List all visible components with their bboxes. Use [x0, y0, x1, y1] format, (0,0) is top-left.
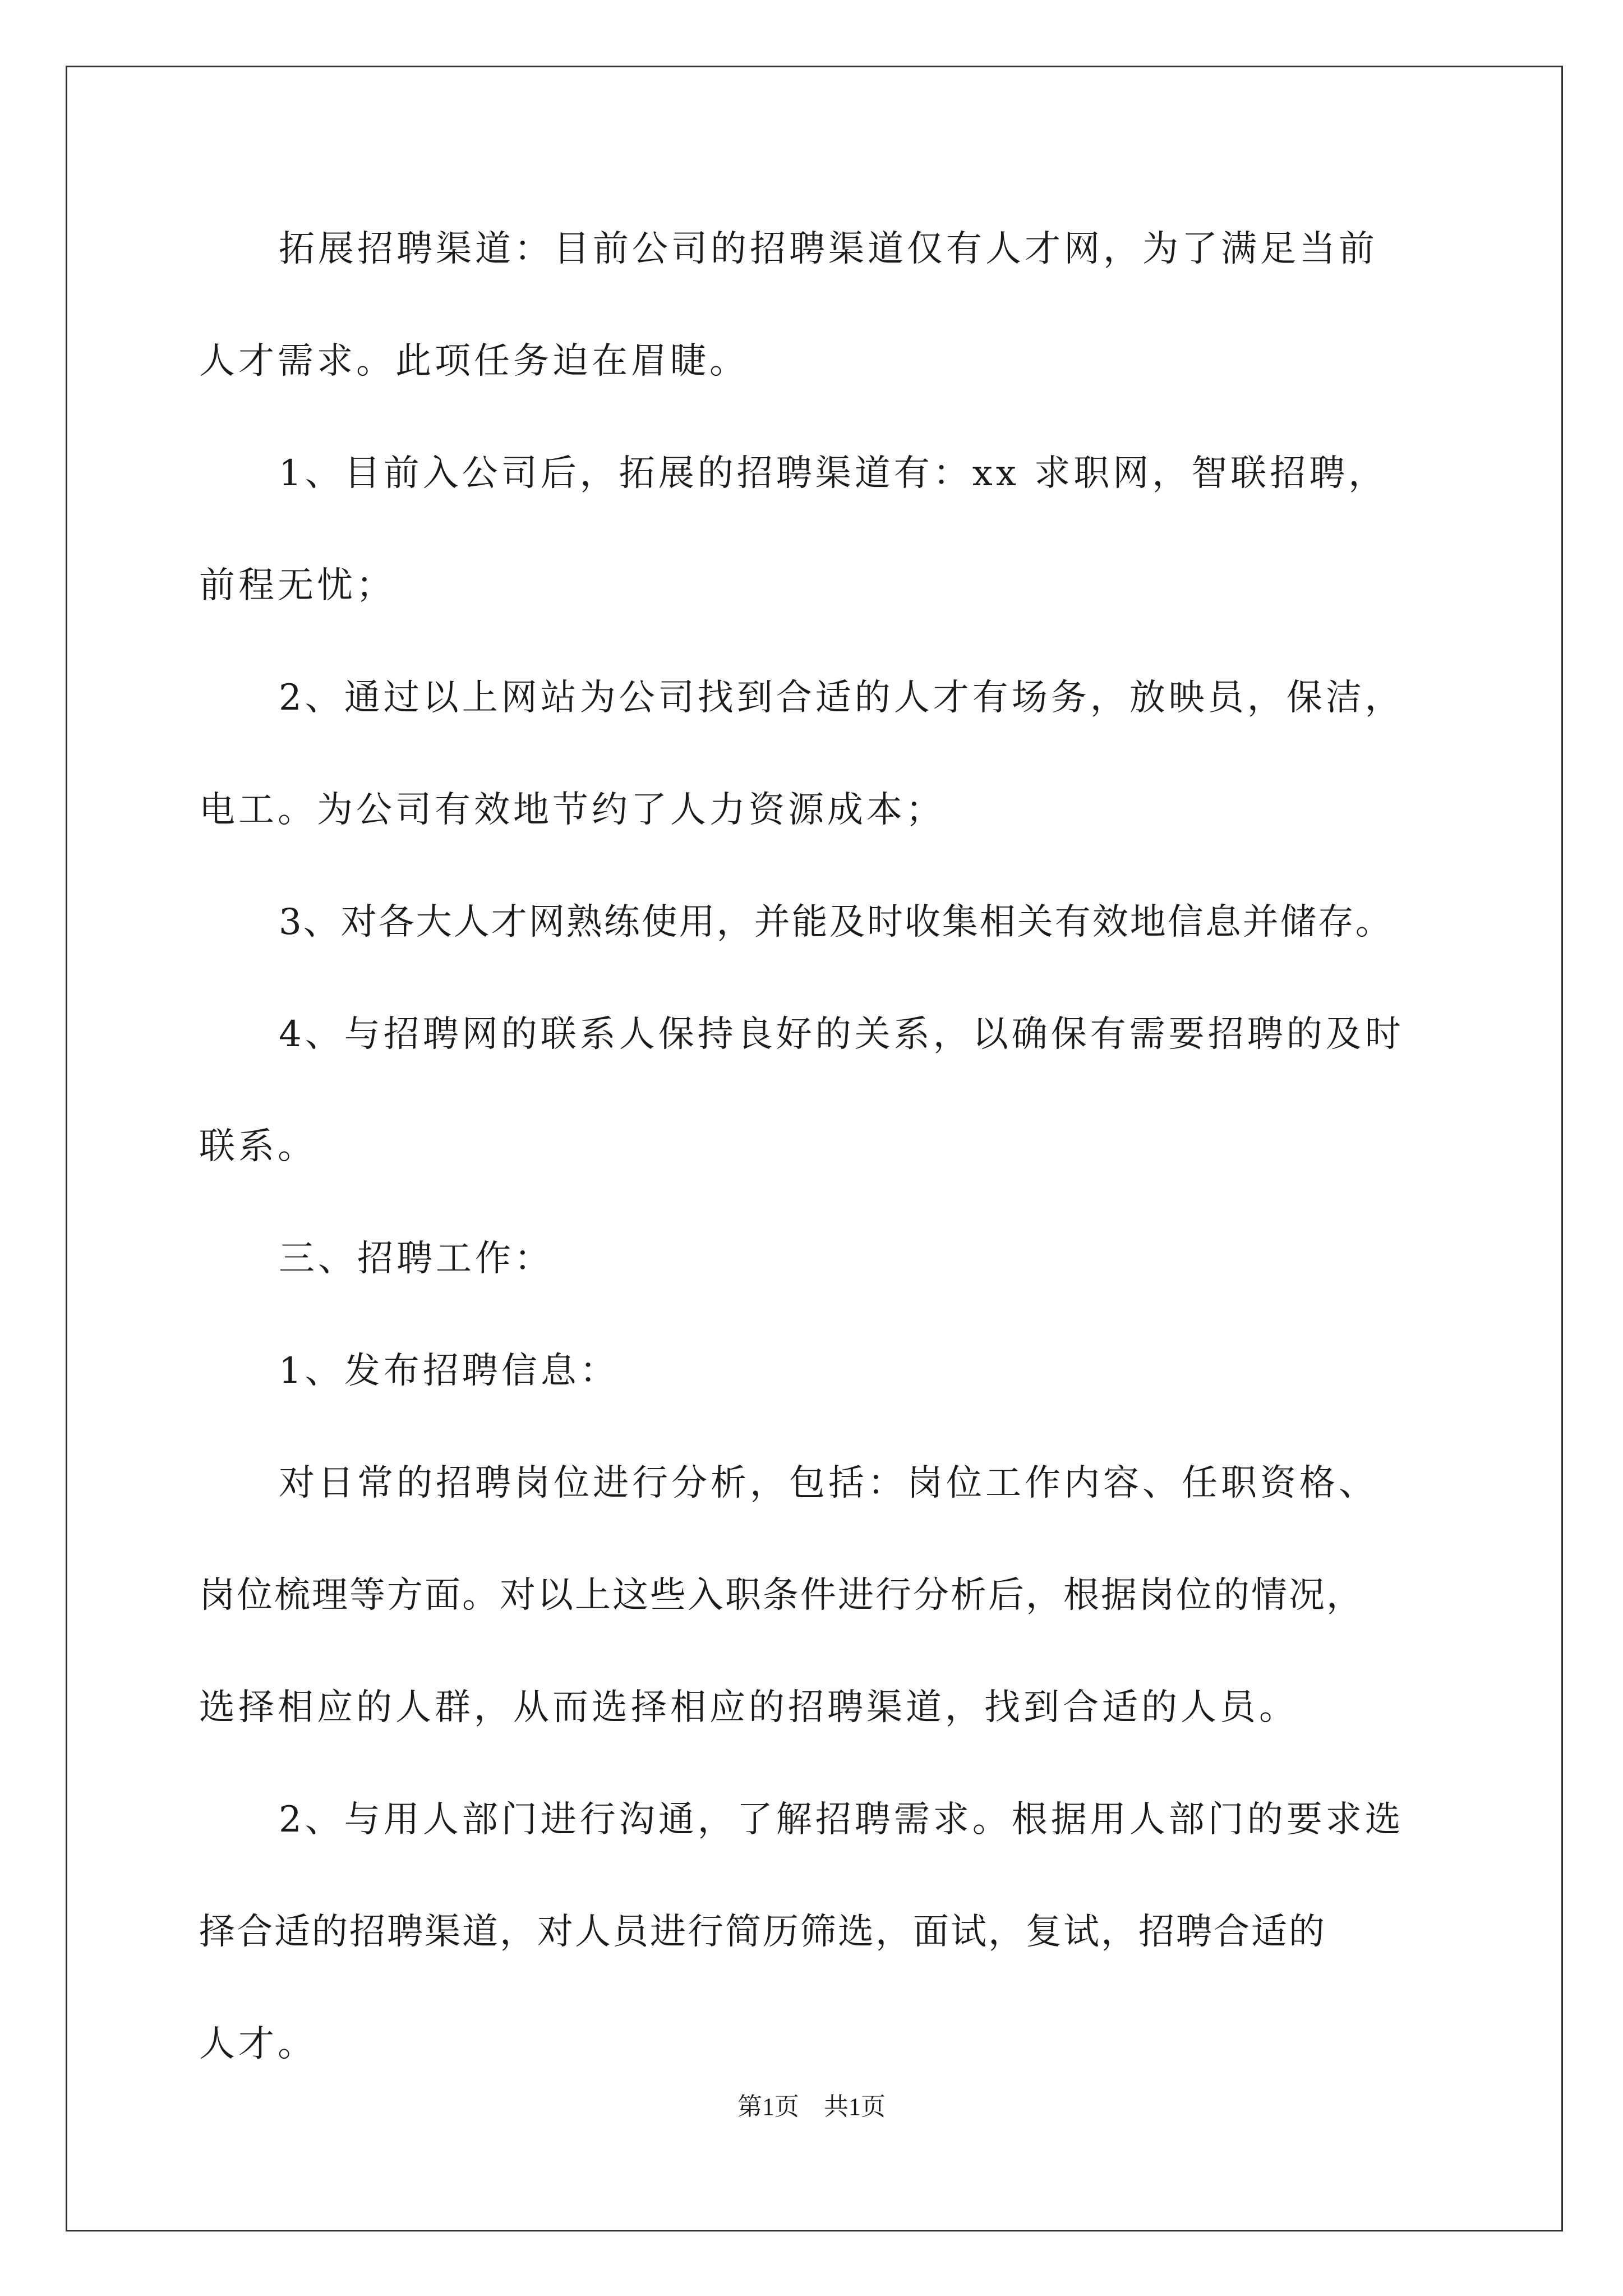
paragraph-line: 2、与用人部门进行沟通，了解招聘需求。根据用人部门的要求选	[279, 1799, 1404, 1841]
paragraph-line: 人才需求。此项任务迫在眉睫。	[199, 341, 749, 382]
paragraph-line: 对日常的招聘岗位进行分析，包括：岗位工作内容、任职资格、	[279, 1462, 1378, 1504]
paragraph-line: 3、对各大人才网熟练使用，并能及时收集相关有效地信息并储存。	[279, 901, 1393, 943]
paragraph-line: 电工。为公司有效地节约了人力资源成本；	[199, 789, 945, 831]
paragraph-line: 1、目前入公司后，拓展的招聘渠道有：xx 求职网，智联招聘，	[279, 453, 1388, 494]
paragraph-line: 岗位梳理等方面。对以上这些入职条件进行分析后，根据岗位的情况，	[199, 1575, 1364, 1616]
paragraph-line: 联系。	[199, 1126, 317, 1167]
paragraph-line: 4、与招聘网的联系人保持良好的关系，以确保有需要招聘的及时	[279, 1014, 1404, 1055]
paragraph-line: 择合适的招聘渠道，对人员进行简历筛选，面试，复试，招聘合适的	[199, 1911, 1326, 1953]
page-number: 第1页	[737, 2093, 799, 2120]
paragraph-line: 前程无忧；	[199, 565, 395, 606]
section-heading: 三、招聘工作：	[279, 1238, 554, 1280]
paragraph-line: 人才。	[199, 2023, 317, 2065]
subsection-heading: 1、发布招聘信息：	[279, 1350, 619, 1392]
paragraph-line: 2、通过以上网站为公司找到合适的人才有场务，放映员，保洁，	[279, 677, 1404, 719]
paragraph-line: 选择相应的人群，从而选择相应的招聘渠道，找到合适的人员。	[199, 1687, 1298, 1728]
paragraph-line: 拓展招聘渠道：目前公司的招聘渠道仅有人才网，为了满足当前	[279, 228, 1378, 270]
page-total: 共1页	[824, 2093, 886, 2120]
page-footer	[0, 2095, 1623, 2119]
